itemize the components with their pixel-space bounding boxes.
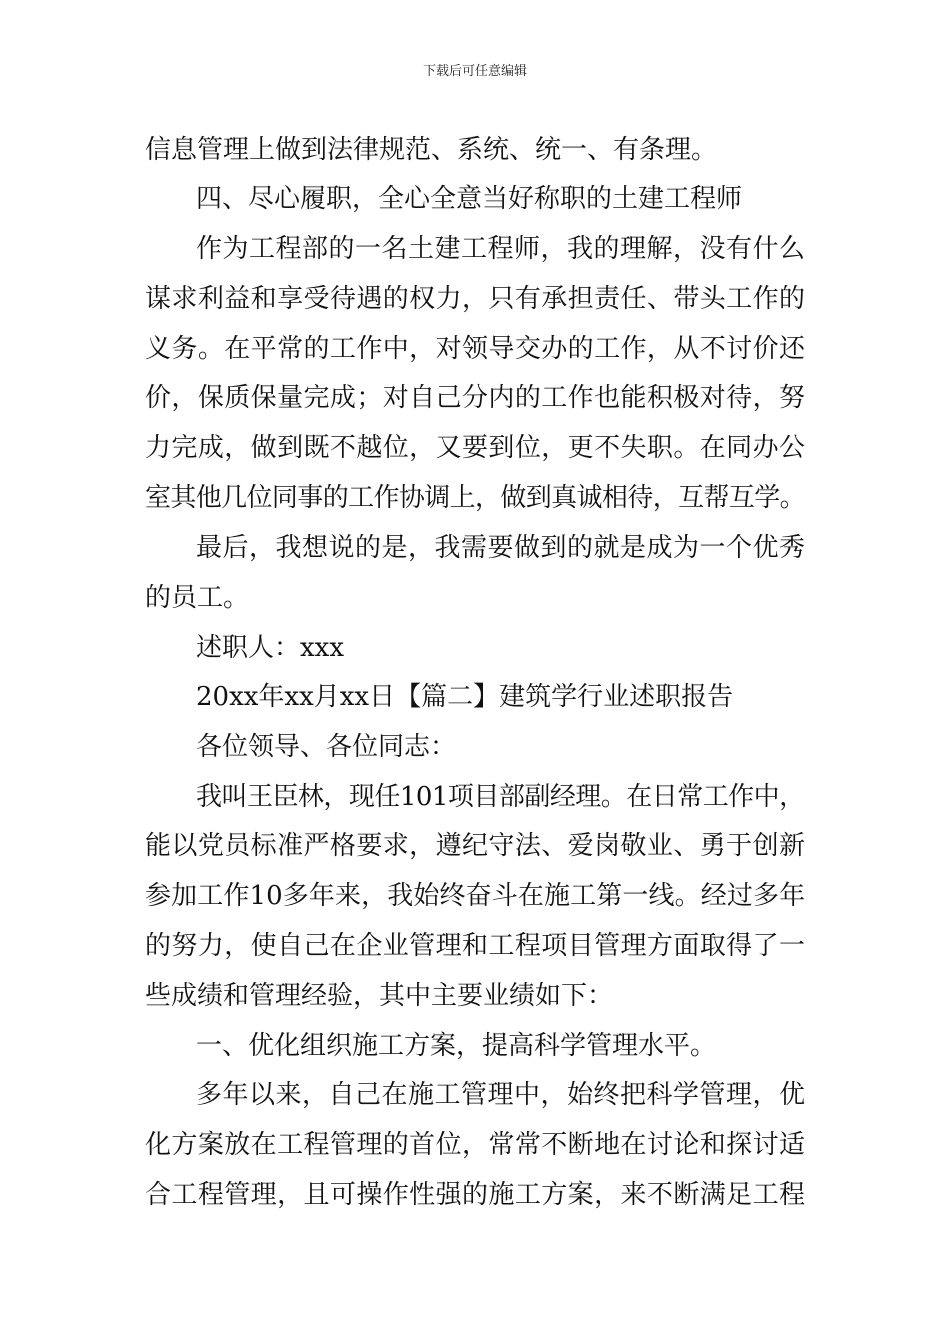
text-line-1: 信息管理上做到法律规范、系统、统一、有条理。 [145, 135, 718, 165]
text-line-7: 力完成，做到既不越位，又要到位，更不失职。在同办公 [145, 433, 806, 463]
text-line-18: 些成绩和管理经验，其中主要业绩如下： [145, 981, 614, 1011]
text-line-12: 20xx年xx月xx日【篇二】建筑学行业述职报告 [196, 682, 734, 712]
text-line-14: 我叫王臣林，现任101项目部副经理。在日常工作中， [196, 782, 805, 812]
text-line-4: 谋求利益和享受待遇的权力，只有承担责任、带头工作的 [145, 284, 806, 314]
text-line-17: 的努力，使自己在企业管理和工程项目管理方面取得了一 [145, 931, 806, 961]
text-line-19: 一、优化组织施工方案，提高科学管理水平。 [196, 1031, 717, 1061]
text-line-10: 的员工。 [145, 583, 250, 613]
text-line-8: 室其他几位同事的工作协调上，做到真诚相待，互帮互学。 [145, 483, 806, 513]
text-line-5: 义务。在平常的工作中，对领导交办的工作，从不讨价还 [145, 334, 806, 364]
text-line-20: 多年以来，自己在施工管理中，始终把科学管理，优 [196, 1080, 806, 1110]
text-line-9: 最后，我想说的是，我需要做到的就是成为一个优秀 [196, 533, 806, 563]
text-line-2: 四、尽心履职，全心全意当好称职的土建工程师 [196, 184, 743, 214]
text-line-6: 价，保质保量完成；对自己分内的工作也能积极对待，努 [145, 383, 806, 413]
text-line-3: 作为工程部的一名土建工程师，我的理解，没有什么 [196, 234, 806, 264]
text-line-22: 合工程管理，且可操作性强的施工方案，来不断满足工程 [145, 1180, 806, 1210]
page-header: 下载后可任意编辑 [422, 64, 527, 79]
text-line-21: 化方案放在工程管理的首位，常常不断地在讨论和探讨适 [145, 1130, 806, 1160]
text-line-16: 参加工作10多年来，我始终奋斗在施工第一线。经过多年 [145, 881, 806, 911]
text-line-11: 述职人：xxx [196, 633, 344, 663]
text-line-15: 能以党员标准严格要求，遵纪守法、爱岗敬业、勇于创新 [145, 831, 806, 861]
text-line-13: 各位领导、各位同志： [196, 732, 457, 762]
